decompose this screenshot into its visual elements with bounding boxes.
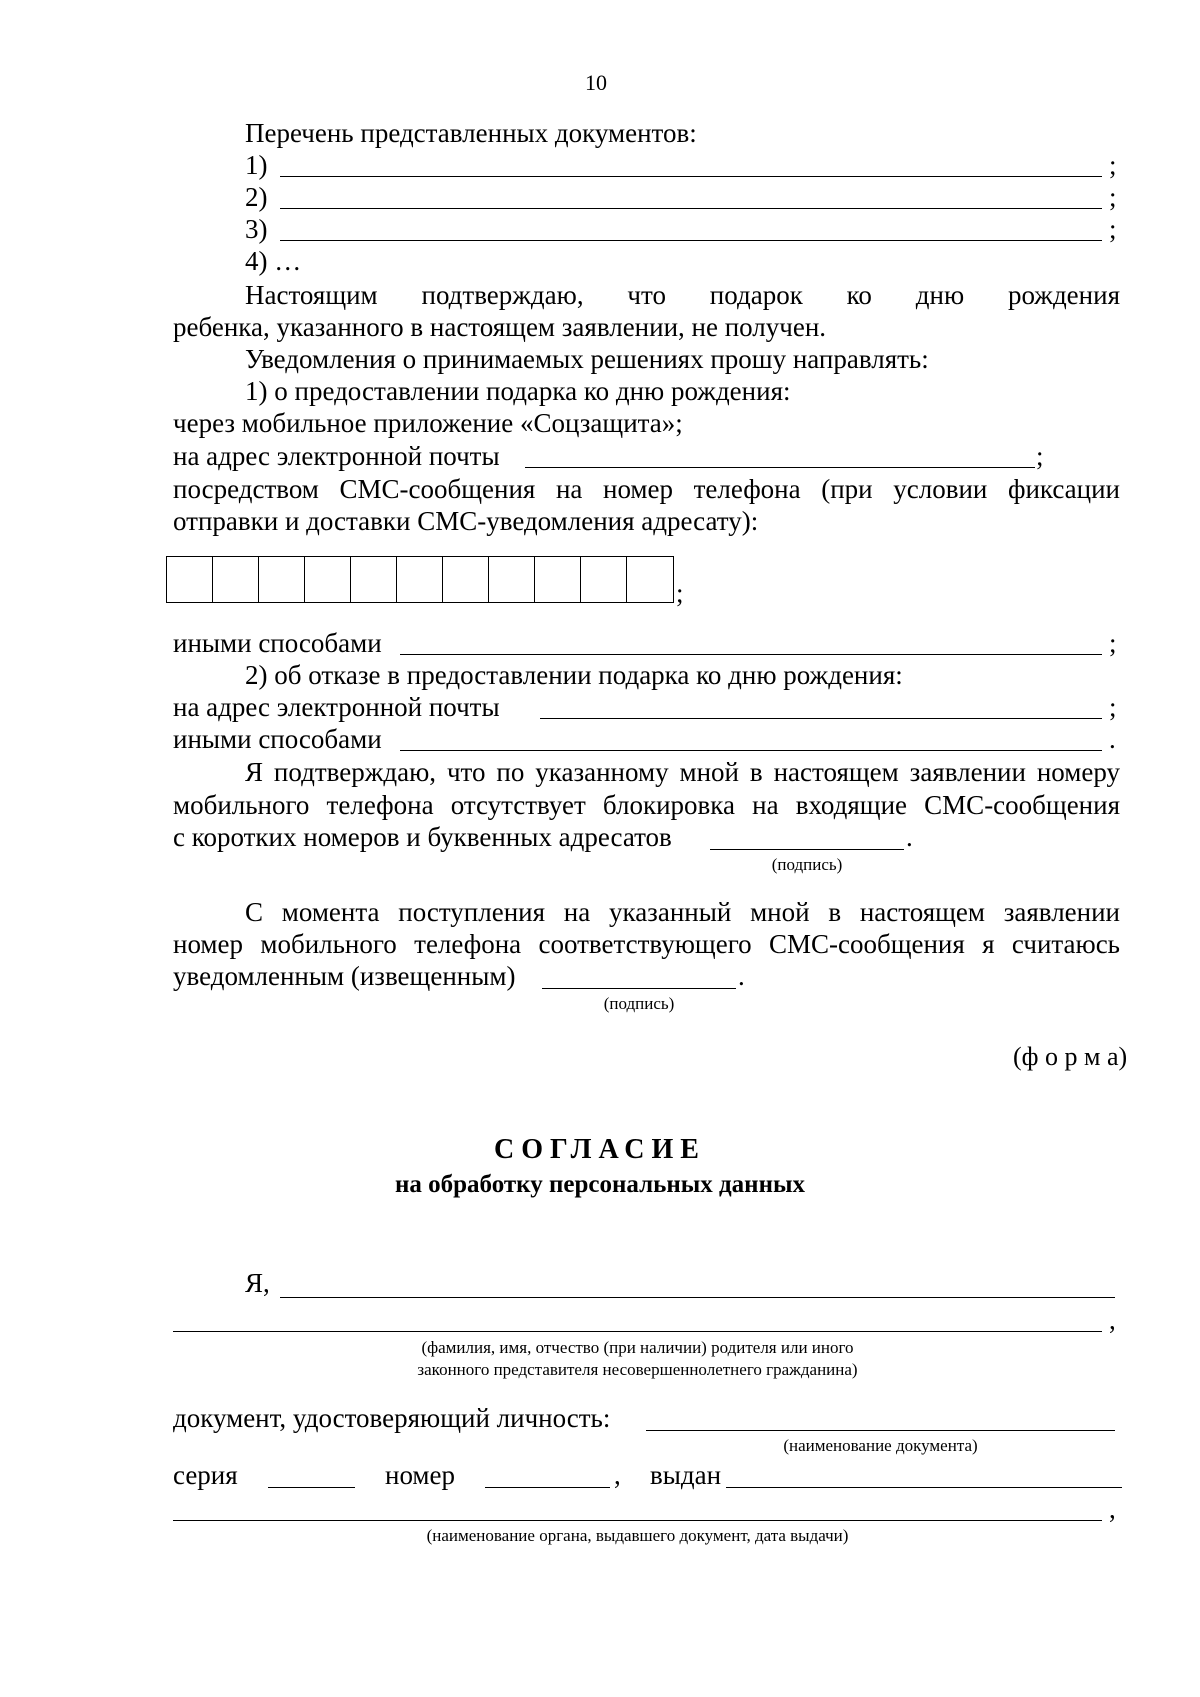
sms-line1: посредством СМС-сообщения на номер телефона (при условии фиксации [173,474,1120,504]
page-number: 10 [585,70,607,95]
refusal-email-label: на адрес электронной почты [173,692,500,722]
other-label: иными способами [173,628,382,658]
sms-line2: отправки и доставки СМС-уведомления адресату): [173,506,759,536]
id-doc-field[interactable] [646,1430,1115,1431]
consent-i-label: Я, [245,1268,270,1298]
refusal-other-label: иными способами [173,724,382,754]
other-end: ; [1109,628,1117,658]
email-field[interactable] [525,467,1035,468]
sms-block-signature-field[interactable] [710,849,904,850]
documents-list-heading: Перечень представленных документов: [245,118,697,148]
id-doc-caption: (наименование документа) [783,1436,978,1455]
gift-confirm-line2: ребенка, указанного в настоящем заявлении, не получен. [173,312,827,342]
sms-block-line1: Я подтверждаю, что по указанному мной в настоящем заявлении номеру [245,757,1120,787]
document-item-end: ; [1109,182,1117,212]
document-item-3-field[interactable] [280,240,1102,241]
phone-digit-cell[interactable] [535,557,581,602]
number-comma: , [614,1460,621,1490]
phone-digit-cell[interactable] [581,557,627,602]
consent-name-field-2[interactable] [173,1331,1102,1332]
issuer-caption: (наименование органа, выдавшего документ, дата выдачи) [426,1526,849,1545]
document-item-1-field[interactable] [280,176,1102,177]
refusal-email-field[interactable] [540,718,1102,719]
sms-block-signature-caption: (подпись) [771,855,843,874]
refusal-heading: 2) об отказе в предоставлении подарка ко дню рождения: [245,660,903,690]
consent-name-caption-2: законного представителя несовершеннолетнего гражданина) [417,1360,858,1379]
document-item-number: 3) [245,214,268,244]
phone-digit-cell[interactable] [443,557,489,602]
sms-block-line3: с коротких номеров и буквенных адресатов [173,822,672,852]
phone-digit-cell[interactable] [213,557,259,602]
refusal-email-end: ; [1109,692,1117,722]
issued-field[interactable] [726,1487,1122,1488]
refusal-other-end: . [1109,724,1116,754]
consent-name-caption-1: (фамилия, имя, отчество (при наличии) родителя или иного [421,1338,854,1357]
phone-digit-cell[interactable] [351,557,397,602]
sms-block-line2: мобильного телефона отсутствует блокировка на входящие СМС-сообщения [173,790,1120,820]
sms-notice-line1: С момента поступления на указанный мной в настоящем заявлении [245,897,1120,927]
series-label: серия [173,1460,238,1490]
document-item-end: ; [1109,150,1117,180]
email-label: на адрес электронной почты [173,441,500,471]
sms-notice-line2: номер мобильного телефона соответствующего СМС-сообщения я считаюсь [173,929,1120,959]
sms-block-end: . [906,822,913,852]
series-field[interactable] [268,1487,355,1488]
email-end: ; [1036,441,1044,471]
phone-digit-cell[interactable] [489,557,535,602]
notifications-heading: Уведомления о принимаемых решениях прошу направлять: [245,344,929,374]
phone-end: ; [676,578,684,608]
phone-number-grid[interactable] [166,556,674,603]
phone-digit-cell[interactable] [259,557,305,602]
phone-digit-cell[interactable] [397,557,443,602]
gift-confirm-line1: Настоящим подтверждаю, что подарок ко дню рождения [245,280,1120,310]
grant-heading: 1) о предоставлении подарка ко дню рождения: [245,376,791,406]
app-option: через мобильное приложение «Соцзащита»; [173,408,683,438]
phone-digit-cell[interactable] [305,557,351,602]
sms-notice-signature-field[interactable] [542,988,736,989]
sms-notice-signature-caption: (подпись) [603,994,675,1013]
consent-name-field-1[interactable] [280,1297,1115,1298]
consent-name-comma: , [1109,1305,1116,1335]
form-label: (ф о р м а) [1013,1042,1128,1071]
other-field[interactable] [400,654,1102,655]
number-label: номер [385,1460,456,1490]
sms-notice-line3: уведомленным (извещенным) [173,961,516,991]
phone-digit-cell[interactable] [167,557,213,602]
sms-notice-end: . [738,961,745,991]
consent-title: СОГЛАСИЕ [494,1134,706,1165]
document-item-number: 2) [245,182,268,212]
document-item-more: 4) … [245,246,302,276]
issuer-field[interactable] [173,1520,1102,1521]
id-doc-label: документ, удостоверяющий личность: [173,1403,611,1433]
phone-digit-cell[interactable] [627,557,673,602]
document-item-number: 1) [245,150,268,180]
issued-label: выдан [650,1460,722,1490]
number-field[interactable] [485,1487,610,1488]
document-item-end: ; [1109,214,1117,244]
refusal-other-field[interactable] [400,750,1102,751]
issuer-comma: , [1109,1494,1116,1524]
document-item-2-field[interactable] [280,208,1102,209]
consent-subtitle: на обработку персональных данных [395,1171,805,1198]
